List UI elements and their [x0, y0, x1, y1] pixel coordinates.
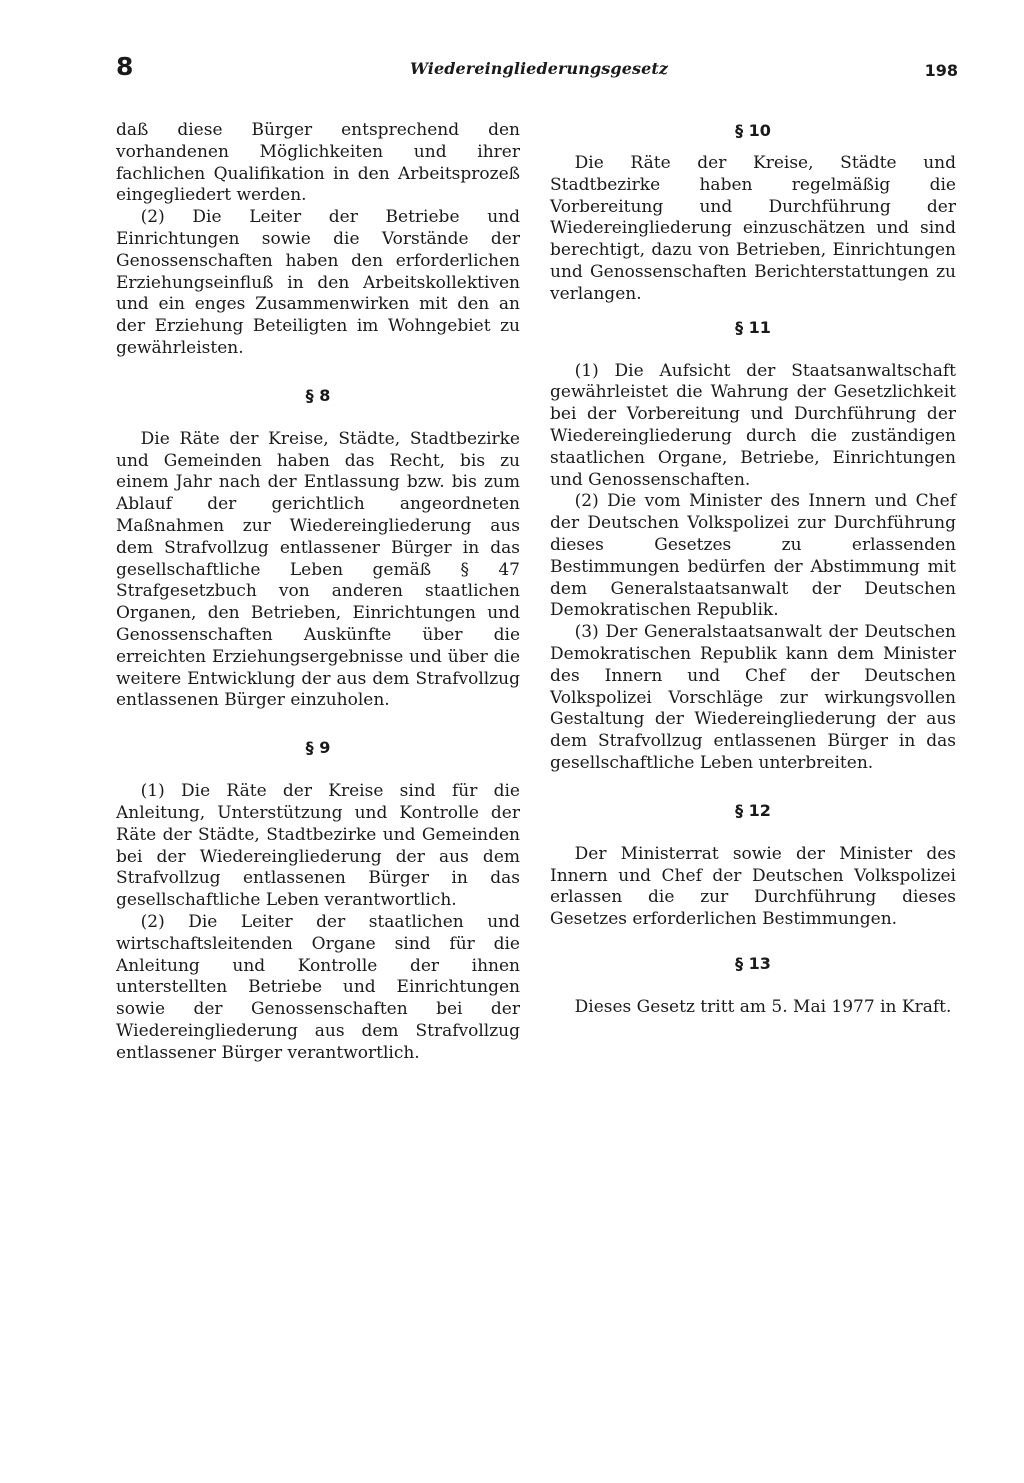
running-title: Wiedereingliederungsgesetz	[410, 59, 669, 78]
paragraph: Der Ministerrat sowie der Minister des Innern und Chef der Deutschen Volkspolizei erlassen die zur Durchführung dieses Gesetzes erforderlichen Bestimmungen.	[550, 843, 956, 930]
section-heading-9: § 9	[305, 738, 331, 758]
paragraph: Dieses Gesetz tritt am 5. Mai 1977 in Kraft.	[574, 996, 952, 1017]
section-heading-12: § 12	[735, 800, 771, 820]
paragraph: Die Räte der Kreise, Städte und Stadtbezirke haben regelmäßig die Vorbereitung und Durchführung der Wiedereingliederung einzuschätzen und sind berechtigt, dazu von Betrieben, Einrichtungen und Genossenschaften Berichterstattungen zu verlangen.	[550, 153, 956, 304]
page-header	[116, 52, 958, 92]
section-heading-13: § 13	[735, 953, 771, 973]
right-column	[550, 120, 956, 1019]
left-column	[116, 120, 520, 1064]
paragraph: (1) Die Aufsicht der Staatsanwaltschaft gewährleistet die Wahrung der Gesetzlichkeit bei der Vorbereitung und Durchführung der Wiedereingliederung durch die zuständigen staatlichen Organe, Betriebe, Einrichtungen und Genossenschaften.	[550, 360, 956, 490]
paragraph: (2) Die vom Minister des Innern und Chef der Deutschen Volkspolizei zur Durchführung dieses Gesetzes zu erlassenden Bestimmungen bedürfen der Abstimmung mit dem Generalstaatsanwalt der Deutschen Demokratischen Republik.	[550, 491, 956, 621]
paragraph-continuation: daß diese Bürger entsprechend den vorhandenen Möglichkeiten und ihrer fachlichen Qualifikation in den Arbeitsprozeß eingegliedert werden.	[116, 120, 520, 206]
page-number: 198	[924, 61, 958, 80]
chapter-number: 8	[116, 52, 134, 81]
paragraph: (2) Die Leiter der staatlichen und wirtschaftsleitenden Organe sind für die Anleitung und Kontrolle der ihnen unterstellten Betriebe und Einrichtungen sowie der Genossenschaften bei der Wiedereingliederung aus dem Strafvollzug entlassener Bürger verantwortlich.	[116, 911, 520, 1063]
section-heading-8: § 8	[305, 385, 331, 405]
paragraph: Die Räte der Kreise, Städte, Stadtbezirke und Gemeinden haben das Recht, bis zu einem Jahr nach der Entlassung bzw. bis zum Ablauf der gerichtlich angeordneten Maßnahmen zur Wiedereingliederung aus dem Strafvollzug entlassener Bürger in das gesellschaftliche Leben gemäß § 47 Strafgesetzbuch von anderen staatlichen Organen, den Betrieben, Einrichtungen und Genossenschaften Auskünfte über die erreichten Erziehungsergebnisse und über die weitere Entwicklung der aus dem Strafvollzug entlassenen Bürger einzuholen.	[116, 428, 520, 711]
paragraph: (1) Die Räte der Kreise sind für die Anleitung, Unterstützung und Kontrolle der Räte der Städte, Stadtbezirke und Gemeinden bei der Wiedereingliederung der aus dem Strafvollzug entlassenen Bürger in das gesellschaftliche Leben verantwortlich.	[116, 781, 520, 911]
paragraph: (2) Die Leiter der Betriebe und Einrichtungen sowie die Vorstände der Genossenschaften haben den erforderlichen Erziehungseinfluß in den Arbeitskollektiven und ein enges Zusammenwirken mit den an der Erziehung Beteiligten im Wohngebiet zu gewährleisten.	[116, 207, 520, 358]
section-heading-11: § 11	[735, 317, 771, 337]
paragraph: (3) Der Generalstaatsanwalt der Deutschen Demokratischen Republik kann dem Minister des Innern und Chef der Deutschen Volkspolizei Vorschläge zur wirkungsvollen Gestaltung der Wiedereingliederung der aus dem Strafvollzug entlassenen Bürger in das gesellschaftliche Leben unterbreiten.	[550, 622, 956, 773]
section-heading-10: § 10	[735, 121, 771, 140]
